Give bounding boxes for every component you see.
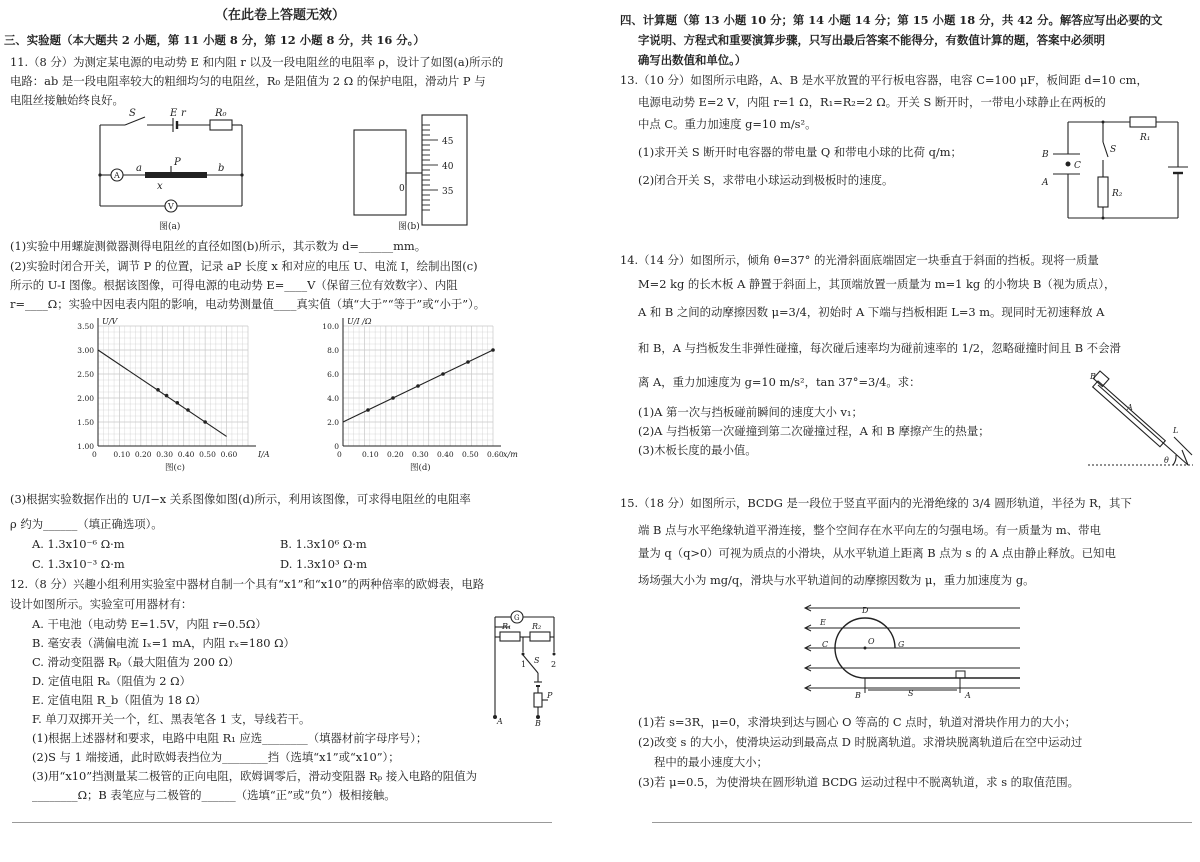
label-S: S: [1110, 145, 1117, 155]
q11-part-2-line-2: 所示的 U-I 图像。根据该图像，可得电源的电动势 E=____V（保留三位有效数字）、内阻: [10, 278, 458, 292]
tick-45: 45: [442, 137, 454, 147]
y-tick-label: 6.0: [327, 370, 339, 379]
q14-part-1: (1)A 第一次与挡板碰前瞬间的速度大小 v₁；: [638, 405, 863, 419]
figure-a-caption: 图(a): [159, 222, 181, 232]
y-tick-label: 3.00: [77, 346, 94, 355]
x-tick-label: 0.50: [462, 450, 479, 459]
figure-b-caption: 图(b): [398, 222, 420, 232]
x-tick-label: 0: [92, 450, 97, 459]
data-point: [391, 396, 395, 400]
chart-caption: 图(d): [410, 463, 431, 473]
label-theta: θ: [1164, 456, 1169, 465]
q15-part-2-line-1: (2)改变 s 的大小，使滑块运动到最高点 D 时脱离轨道。求滑块脱离轨道后在空中运动过: [638, 735, 1083, 749]
label-C: C: [822, 640, 829, 649]
q12-ohmmeter-circuit: [490, 607, 570, 727]
q11-text-3: 电阻丝接触始终良好。: [10, 93, 124, 107]
data-point: [441, 372, 445, 376]
y-tick-label: 2.0: [327, 418, 339, 427]
x-tick-label: 0.30: [412, 450, 429, 459]
y-tick-label: 4.0: [327, 394, 339, 403]
label-probe-A: A: [497, 717, 503, 726]
label-x: x: [157, 181, 163, 192]
x-axis-label: x/m: [503, 450, 518, 459]
label-S: S: [129, 108, 136, 119]
q11-part-3-line-1: (3)根据实验数据作出的 U/I−x 关系图像如图(d)所示，利用该图像，可求得电阻丝的电阻率: [10, 492, 471, 506]
data-point: [416, 384, 420, 388]
x-axis-label: I/A: [258, 450, 270, 459]
x-tick-label: 0.40: [177, 450, 195, 459]
label-P: P: [174, 157, 181, 168]
q11-option-a: A. 1.3x10⁻⁶ Ω·m: [32, 537, 125, 551]
q15-part-3: (3)若 μ=0.5，为使滑块在圆形轨道 BCDG 运动过程中不脱离轨道，求 s 的取值范围。: [638, 775, 1080, 789]
q11-option-b: B. 1.3x10⁶ Ω·m: [280, 537, 367, 551]
label-board-A: A: [1127, 403, 1133, 412]
q12-part-2: (2)S 与 1 端接通，此时欧姆表挡位为________挡（选填“x1”或“x10”）；: [32, 750, 400, 764]
label-point-C: C: [1074, 161, 1081, 171]
q11-part-1: (1)实验中用螺旋测微器测得电阻丝的直径如图(b)所示，其示数为 d=______mm。: [10, 239, 427, 253]
q12-text-1: 12.（8 分）兴趣小组利用实验室中器材自制一个具有“x1”和“x10”的两种倍率的欧姆表，电路: [10, 577, 485, 591]
q14-text-4: 和 B，A 与挡板发生非弹性碰撞，每次碰后速率均为碰前速率的 1/2，忽略碰撞时间且 B 不会滑: [638, 341, 1121, 355]
label-galvanometer: G: [514, 614, 520, 622]
q15-part-1: (1)若 s=3R，μ=0，求滑块到达与圆心 O 等高的 C 点时，轨道对滑块作用力的大小；: [638, 715, 1077, 729]
label-switch-S: S: [534, 656, 540, 665]
q12-item-b: B. 毫安表（满偏电流 Iₓ=1 mA，内阻 rₓ=180 Ω）: [32, 636, 295, 650]
q15-part-2-line-2: 程中的最小速度大小；: [654, 755, 768, 769]
data-point: [156, 388, 160, 392]
right-page: [610, 0, 1200, 862]
label-b: b: [218, 163, 225, 174]
q13-text-3: 中点 C。重力加速度 g=10 m/s²。: [638, 117, 817, 131]
chart-d-ui-x: [303, 314, 518, 474]
chart-caption: 图(c): [165, 463, 185, 473]
label-R1: R₁: [502, 622, 512, 631]
q11-text-2: 电路：ab 是一段电阻率较大的粗细均匀的电阻丝，R₀ 是阻值为 2 Ω 的保护电阻，滑动片 P 与: [10, 74, 486, 88]
q12-part-1: (1)根据上述器材和要求，电路中电阻 R₁ 应选________（填器材前字母序号）；: [32, 731, 428, 745]
q14-text-3: A 和 B 之间的动摩擦因数 μ=3/4，初始时 A 下端与挡板相距 L=3 m。现同时无初速释放 A: [638, 305, 1105, 319]
y-tick-label: 2.00: [77, 394, 94, 403]
x-tick-label: 0: [337, 450, 342, 459]
label-probe-B: B: [535, 719, 541, 728]
q13-text-1: 13.（10 分）如图所示电路，A、B 是水平放置的平行板电容器，电容 C=100 μF，板间距 d=10 cm，: [620, 73, 1148, 87]
q14-text-2: M=2 kg 的长木板 A 静置于斜面上，其顶端放置一质量为 m=1 kg 的小物块 B（视为质点），: [638, 277, 1116, 291]
q14-part-2: (2)A 与挡板第一次碰撞到第二次碰撞过程，A 和 B 摩擦产生的热量；: [638, 424, 990, 438]
left-page: [0, 0, 590, 862]
data-point: [165, 394, 169, 398]
label-terminal-1: 1: [521, 660, 527, 669]
data-point: [175, 401, 179, 405]
label-plate-B: B: [1042, 150, 1049, 160]
q12-item-e: E. 定值电阻 R_b（阻值为 18 Ω）: [32, 693, 207, 707]
q15-text-1: 15.（18 分）如图所示，BCDG 是一段位于竖直平面内的光滑绝缘的 3/4 圆形轨道，半径为 R，其下: [620, 496, 1132, 510]
q13-text-2: 电源电动势 E=2 V，内阻 r=1 Ω，R₁=R₂=2 Ω。开关 S 断开时，一带电小球静止在两板的: [638, 95, 1106, 109]
label-plate-A: A: [1042, 178, 1049, 188]
x-tick-label: 0.60: [220, 450, 238, 459]
label-E: E: [820, 618, 826, 627]
y-tick-label: 1.00: [77, 442, 94, 451]
label-block-B: B: [1090, 372, 1096, 381]
footer-rule-right: [652, 822, 1192, 823]
label-D: D: [862, 606, 869, 615]
y-tick-label: 10.0: [322, 322, 339, 331]
footer-rule-left: [12, 822, 552, 823]
x-tick-label: 0.20: [387, 450, 404, 459]
q12-part-3-line-1: (3)用“x10”挡测量某二极管的正向电阻，欧姆调零后，滑动变阻器 Rₚ 接入电路的阻值为: [32, 769, 477, 783]
q12-item-d: D. 定值电阻 Rₐ（阻值为 2 Ω）: [32, 674, 192, 688]
q11-part-3-line-2: ρ 约为______（填正确选项）。: [10, 517, 163, 531]
q14-incline-figure: [1088, 365, 1198, 470]
y-tick-label: 2.50: [77, 370, 94, 379]
x-tick-label: 0.10: [113, 450, 131, 459]
q14-text-1: 14.（14 分）如图所示，倾角 θ=37° 的光滑斜面底端固定一块垂直于斜面的挡板。现将一质量: [620, 253, 1099, 267]
label-A: A: [965, 691, 971, 700]
figure-b-micrometer: [352, 113, 472, 235]
label-Rp: P: [547, 691, 553, 700]
q13-part-2: (2)闭合开关 S，求带电小球运动到极板时的速度。: [638, 173, 894, 187]
q12-item-f: F. 单刀双掷开关一个，红、黑表笔各 1 支，导线若干。: [32, 712, 311, 726]
section-3-title: 三、实验题（本大题共 2 小题，第 11 小题 8 分，第 12 小题 8 分，共 16 分。）: [4, 33, 425, 47]
label-L: L: [1173, 426, 1179, 435]
label-G: G: [898, 640, 905, 649]
y-axis-label: U/V: [102, 317, 118, 326]
figure-a-circuit: [95, 105, 255, 235]
q13-part-1: (1)求开关 S 断开时电容器的带电量 Q 和带电小球的比荷 q/m；: [638, 145, 962, 159]
section-4-line-1: 四、计算题（第 13 小题 10 分；第 14 小题 14 分；第 15 小题 18 分，共 42 分。解答应写出必要的文: [620, 13, 1163, 27]
q11-part-2-line-3: r=____Ω；实验中因电表内阻的影响，电动势测量值____真实值（填“大于”“等于”或“小于”）。: [10, 297, 486, 311]
y-tick-label: 8.0: [327, 346, 339, 355]
label-R2: R₂: [532, 622, 542, 631]
q12-part-3-line-2: ________Ω；B 表笔应与二极管的______（选填“正”或“负”）极相接触。: [32, 788, 396, 802]
data-point: [186, 408, 190, 412]
chart-grid: [98, 326, 248, 446]
y-tick-label: 1.50: [77, 418, 94, 427]
label-a: a: [136, 163, 142, 174]
data-point: [466, 360, 470, 364]
section-4-line-2: 字说明、方程式和重要演算步骤，只写出最后答案不能得分，有数值计算的题，答案中必须明: [638, 33, 1106, 47]
x-tick-label: 0.60: [487, 450, 504, 459]
label-S: S: [908, 689, 914, 698]
label-R2: R₂: [1112, 189, 1123, 199]
x-tick-label: 0.50: [199, 450, 216, 459]
q15-text-3: 量为 q（q>0）可视为质点的小滑块，从水平轨道上距离 B 点为 s 的 A 点由静止释放。已知电: [638, 546, 1116, 560]
q11-part-2-line-1: (2)实验时闭合开关，调节 P 的位置，记录 aP 长度 x 和对应的电压 U、电流 I，绘制出图(c): [10, 259, 478, 273]
y-axis-label: U/I /Ω: [347, 317, 372, 326]
label-r: r: [181, 108, 186, 119]
q15-text-4: 场场强大小为 mg/q，滑块与水平轨道间的动摩擦因数为 μ，重力加速度为 g。: [638, 573, 1035, 587]
tick-40: 40: [442, 162, 454, 172]
label-terminal-2: 2: [551, 660, 557, 669]
q14-part-3: (3)木板长度的最小值。: [638, 443, 757, 457]
q15-text-2: 端 B 点与水平绝缘轨道平滑连接，整个空间存在水平向左的匀强电场。有一质量为 m、带电: [638, 523, 1101, 537]
y-tick-label: 3.50: [77, 322, 94, 331]
label-E: E: [170, 108, 178, 119]
q15-track-figure: [800, 600, 1025, 700]
q13-capacitor-circuit: [1038, 112, 1188, 224]
section-4-line-3: 确写出数值和单位。）: [638, 53, 747, 67]
x-tick-label: 0.30: [156, 450, 173, 459]
q12-item-c: C. 滑动变阻器 Rₚ（最大阻值为 200 Ω）: [32, 655, 240, 669]
chart-c-u-i: [58, 314, 268, 474]
q11-text-1: 11.（8 分）为测定某电源的电动势 E 和内阻 r 以及一段电阻丝的电阻率 ρ，设计了如图(a)所示的: [10, 55, 504, 69]
label-R1: R₁: [1140, 133, 1151, 143]
q14-text-5: 离 A，重力加速度为 g=10 m/s²，tan 37°=3/4。求：: [638, 375, 921, 389]
q11-option-c: C. 1.3x10⁻³ Ω·m: [32, 557, 125, 571]
label-voltmeter: V: [168, 202, 174, 211]
x-tick-label: 0.20: [134, 450, 152, 459]
data-point: [203, 420, 207, 424]
q12-text-2: 设计如图所示。实验室可用器材有：: [10, 597, 193, 611]
page-header: （在此卷上答题无效）: [215, 8, 346, 23]
data-point: [366, 408, 370, 412]
label-B: B: [855, 691, 861, 700]
tick-35: 35: [442, 187, 454, 197]
tick-0: 0: [399, 184, 405, 194]
q11-option-d: D. 1.3x10³ Ω·m: [280, 557, 368, 571]
label-ammeter: A: [114, 171, 120, 180]
q12-item-a: A. 干电池（电动势 E=1.5V，内阻 r=0.5Ω）: [32, 617, 267, 631]
label-R0: R₀: [215, 108, 227, 119]
x-tick-label: 0.10: [362, 450, 379, 459]
x-tick-label: 0.40: [437, 450, 454, 459]
data-point: [491, 348, 495, 352]
y-tick-label: 0: [334, 442, 339, 451]
label-O: O: [868, 637, 875, 646]
